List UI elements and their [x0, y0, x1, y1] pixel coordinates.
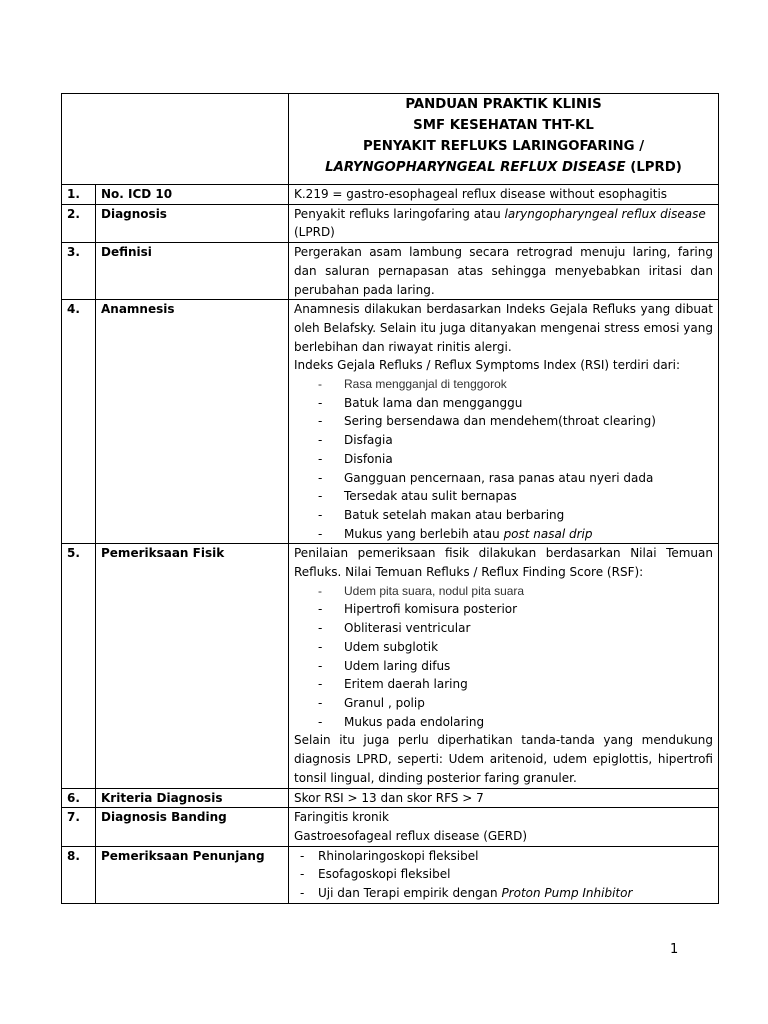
list-item: - Batuk setelah makan atau berbaring [318, 506, 713, 525]
table-row [62, 300, 719, 544]
row-label: Pemeriksaan Penunjang [96, 846, 289, 903]
list-item: - Granul , polip [318, 694, 713, 713]
penunjang-list [294, 847, 713, 903]
definisi-value: Pergerakan asam lambung secara retrograd menuju laring, faring dan saluran pernapasan atas sehingga menyebabkan iritasi dan perubahan pada laring. [289, 243, 719, 300]
row-number: 4. [62, 300, 96, 544]
list-item-text-italic: post nasal drip [503, 526, 593, 541]
list-item: - Batuk lama dan mengganggu [318, 394, 713, 413]
kriteria-value: Skor RSI > 13 dan skor RFS > 7 [289, 788, 719, 808]
document-title [289, 94, 719, 185]
row-label: Kriteria Diagnosis [96, 788, 289, 808]
list-item: - Udem pita suara, nodul pita suara [318, 582, 713, 601]
list-item: - Esofagoskopi fleksibel [300, 865, 713, 884]
diagnosis-text: Penyakit refluks laringofaring atau [294, 206, 505, 221]
diagnosis-value [289, 204, 719, 242]
list-item-text: Mukus yang berlebih atau [344, 526, 504, 541]
list-item: - Mukus pada endolaring [318, 713, 713, 732]
list-item: - Tersedak atau sulit bernapas [318, 487, 713, 506]
list-item [318, 525, 713, 544]
list-item-text: Uji dan Terapi empirik dengan [318, 886, 502, 901]
table-row [62, 808, 719, 846]
diagnosis-text-end: (LPRD) [294, 225, 335, 240]
list-item: - Disfagia [318, 431, 713, 450]
list-item: - Rasa mengganjal di tenggorok [318, 375, 713, 394]
anamnesis-value [289, 300, 719, 544]
header-row [62, 94, 719, 185]
list-item: - Udem subglotik [318, 638, 713, 657]
title-line-4-rest: (LPRD) [625, 160, 682, 175]
list-item: - Rhinolaringoskopi fleksibel [300, 847, 713, 866]
list-item: - Udem laring difus [318, 657, 713, 676]
fisik-outro: Selain itu juga perlu diperhatikan tanda-tanda yang mendukung diagnosis LPRD, seperti: Udem aritenoid, udem epiglottis, hipertrofi tonsil lingual, dinding posterior faring granuler. [294, 733, 713, 785]
table-row [62, 544, 719, 788]
row-number: 5. [62, 544, 96, 788]
banding-line-2: Gastroesofageal reflux disease (GERD) [294, 828, 528, 843]
fisik-intro: Penilaian pemeriksaan fisik dilakukan berdasarkan Nilai Temuan Refluks. Nilai Temuan Refluks / Reflux Finding Score (RSF): [294, 546, 713, 580]
row-number: 8. [62, 846, 96, 903]
table-row [62, 846, 719, 903]
list-item: - Hipertrofi komisura posterior [318, 600, 713, 619]
banding-value [289, 808, 719, 846]
row-number: 2. [62, 204, 96, 242]
title-line-2: SMF KESEHATAN THT-KL [413, 118, 594, 133]
list-item: - Sering bersendawa dan mendehem(throat clearing) [318, 412, 713, 431]
list-item-text-italic: Proton Pump Inhibitor [501, 886, 633, 901]
table-row [62, 204, 719, 242]
row-number: 3. [62, 243, 96, 300]
header-blank-cell [62, 94, 289, 185]
title-line-3: PENYAKIT REFLUKS LARINGOFARING / [362, 139, 645, 154]
icd-value: K.219 = gastro-esophageal reflux disease without esophagitis [289, 185, 719, 205]
list-item [300, 884, 713, 903]
title-line-4-italic: LARYNGOPHARYNGEAL REFLUX DISEASE [325, 160, 626, 175]
fisik-value [289, 544, 719, 788]
title-line-1: PANDUAN PRAKTIK KLINIS [405, 97, 602, 112]
rfs-list [294, 582, 713, 732]
diagnosis-text-italic: laryngopharyngeal reflux disease [504, 206, 706, 221]
page-number: 1 [670, 942, 679, 957]
row-label: No. ICD 10 [96, 185, 289, 205]
anamnesis-intro: Anamnesis dilakukan berdasarkan Indeks Gejala Refluks yang dibuat oleh Belafsky. Selain itu juga ditanyakan mengenai stress emosi yang berlebihan dan riwayat rinitis alergi. [294, 302, 713, 354]
list-item: - Obliterasi ventricular [318, 619, 713, 638]
row-label: Definisi [96, 243, 289, 300]
clinical-guideline-table [61, 93, 719, 904]
table-row [62, 185, 719, 205]
title-line-4 [294, 157, 713, 178]
list-item: - Disfonia [318, 450, 713, 469]
row-label: Anamnesis [96, 300, 289, 544]
banding-line-1: Faringitis kronik [294, 810, 389, 825]
table-row [62, 243, 719, 300]
row-number: 1. [62, 185, 96, 205]
rsi-title: Indeks Gejala Refluks / Reflux Symptoms Index (RSI) terdiri dari: [294, 358, 680, 373]
row-label: Diagnosis [96, 204, 289, 242]
rsi-list [294, 375, 713, 543]
table-row [62, 788, 719, 808]
list-item: - Gangguan pencernaan, rasa panas atau nyeri dada [318, 469, 713, 488]
row-label: Diagnosis Banding [96, 808, 289, 846]
row-label: Pemeriksaan Fisik [96, 544, 289, 788]
list-item: - Eritem daerah laring [318, 675, 713, 694]
row-number: 7. [62, 808, 96, 846]
penunjang-value [289, 846, 719, 903]
row-number: 6. [62, 788, 96, 808]
